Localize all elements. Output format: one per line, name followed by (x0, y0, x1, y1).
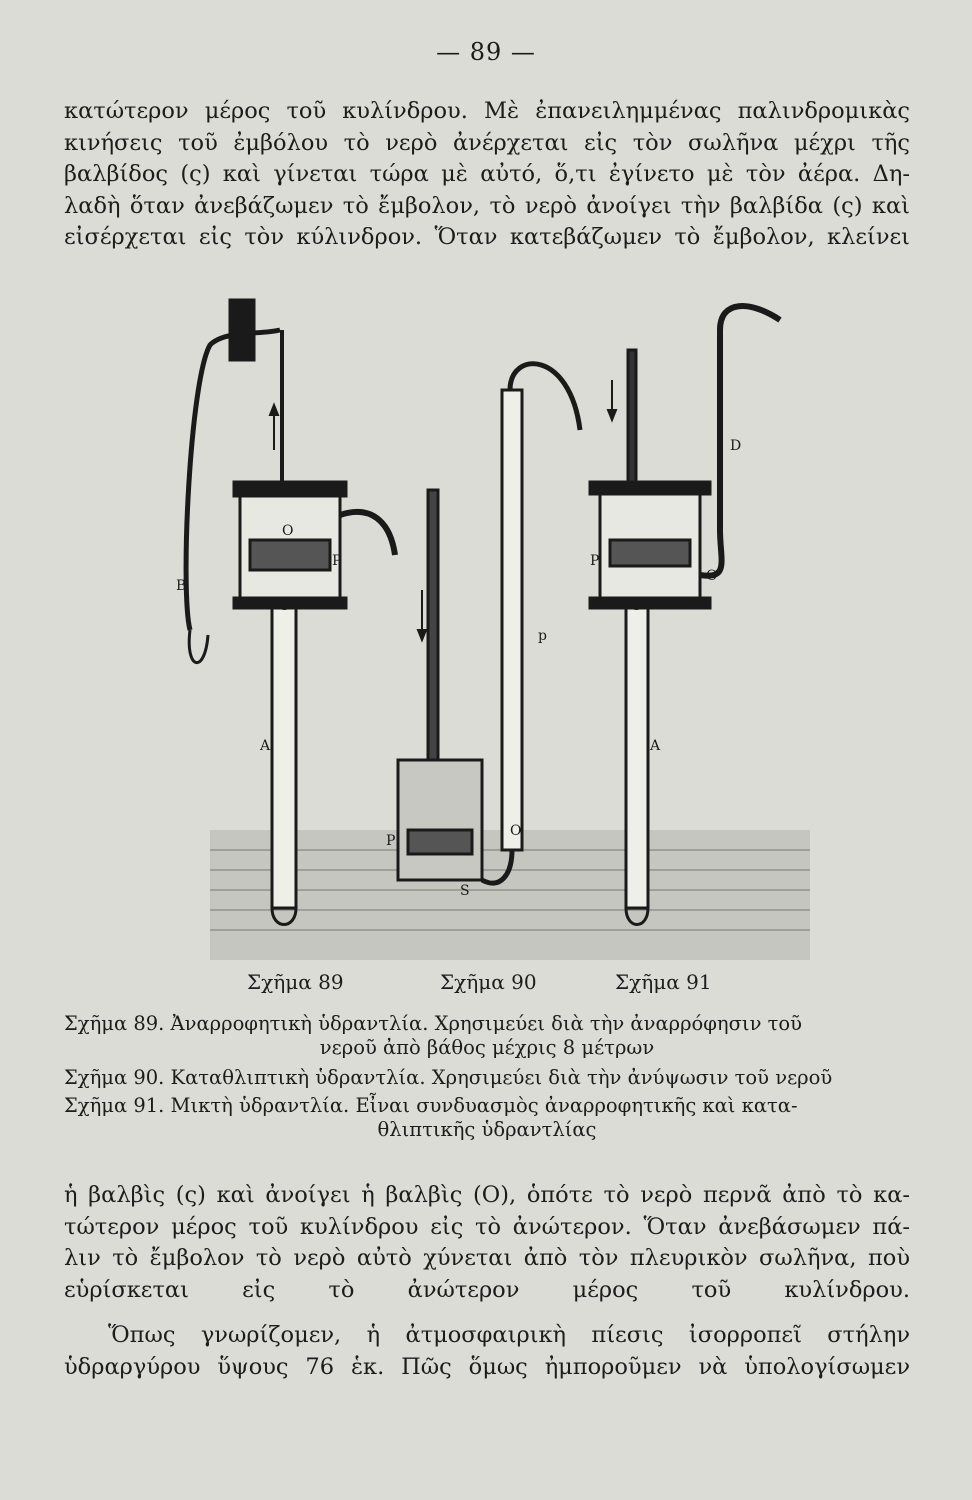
text-line: λιν τὸ ἔμβολον τὸ νερὸ αὐτὸ χύνεται ἀπὸ τὸν πλευρικὸν σωλῆνα, ποὺ (64, 1245, 910, 1271)
label-letter: D (730, 438, 742, 454)
text-line: εὑρίσκεται εἰς τὸ ἀνώτερον μέρος τοῦ κυλίνδρου. (64, 1276, 910, 1303)
paragraph-top (64, 96, 910, 254)
label-letter: O (706, 568, 718, 584)
pump-drawing (150, 290, 870, 970)
paragraph-bottom (64, 1180, 910, 1306)
label-letter: P (386, 833, 396, 849)
text-line: εἰσέρχεται εἰς τὸν κύλινδρον. Ὅταν κατεβάζωμεν τὸ ἔμβολον, κλείνει (64, 224, 910, 250)
text-line: τώτερον μέρος τοῦ κυλίνδρου εἰς τὸ ἀνώτερον. Ὅταν ἀνεβάσωμεν πά- (64, 1213, 910, 1240)
caption-line: νεροῦ ἀπὸ βάθος μέχρις 8 μέτρων (319, 1036, 655, 1059)
label-letter: O (282, 523, 294, 539)
text-line: λαδὴ ὅταν ἀνεβάζωμεν τὸ ἔμβολον, τὸ νερὸ ἀνοίγει τὴν βαλβίδα (ς) καὶ (64, 192, 910, 219)
label-letter: P (590, 553, 600, 569)
caption-line: θλιπτικῆς ὑδραντλίας (377, 1118, 597, 1141)
figure-label-91: Σχῆμα 91 (615, 970, 712, 994)
figure-label-90: Σχῆμα 90 (440, 970, 537, 994)
label-letter: A (650, 738, 661, 754)
text-line: κινήσεις τοῦ ἐμβόλου τὸ νερὸ ἀνέρχεται εἰς τὸν σωλῆνα μέχρι τῆς (64, 129, 910, 156)
text-line: ἡ βαλβὶς (ς) καὶ ἀνοίγει ἡ βαλβὶς (Ο), ὁπότε τὸ νερὸ περνᾶ ἀπὸ τὸ κα- (64, 1182, 910, 1208)
caption-line: Σχῆμα 89. Ἀναρροφητικὴ ὑδραντλία. Χρησιμεύει διὰ τὴν ἀναρρόφησιν τοῦ (64, 1012, 803, 1035)
text-line: κατώτερον μέρος τοῦ κυλίνδρου. Μὲ ἐπανειλημμένας παλινδρομικὰς (64, 98, 910, 124)
caption-fig89 (64, 1012, 910, 1060)
pump-illustration (150, 290, 870, 970)
text-line: ὑδραργύρου ὕψους 76 ἑκ. Πῶς ὅμως ἠμποροῦμεν νὰ ὑπολογίσωμεν (64, 1353, 910, 1380)
fig90-pump (398, 364, 580, 883)
label-letter: O (510, 823, 522, 839)
caption-line: Σχῆμα 90. Καταθλιπτικὴ ὑδραντλία. Χρησιμεύει διὰ τὴν ἀνύψωσιν τοῦ νεροῦ (64, 1066, 833, 1089)
label-letter: A (260, 738, 271, 754)
caption-fig90 (64, 1066, 910, 1090)
label-letter: P (332, 553, 342, 569)
figure-label-89: Σχῆμα 89 (247, 970, 344, 994)
paragraph-bottom-2 (64, 1320, 910, 1383)
caption-line: Σχῆμα 91. Μικτὴ ὑδραντλία. Εἶναι συνδυασμὸς ἀναρροφητικῆς καὶ κατα- (64, 1094, 798, 1117)
caption-fig91 (64, 1094, 910, 1142)
text-line: βαλβίδος (ς) καὶ γίνεται τώρα μὲ αὐτό, ὅ,τι ἐγίνετο μὲ τὸν ἀέρα. Δη- (64, 161, 910, 187)
label-letter: S (460, 883, 470, 899)
label-letter: p (538, 628, 547, 644)
label-letter: S (280, 598, 290, 614)
text-line: Ὅπως γνωρίζομεν, ἡ ἀτμοσφαιρικὴ πίεσις ἰσορροπεῖ στήλην (108, 1322, 910, 1348)
page-number: — 89 — (436, 38, 536, 66)
label-letter: S (632, 598, 642, 614)
label-letter: B (176, 578, 187, 594)
